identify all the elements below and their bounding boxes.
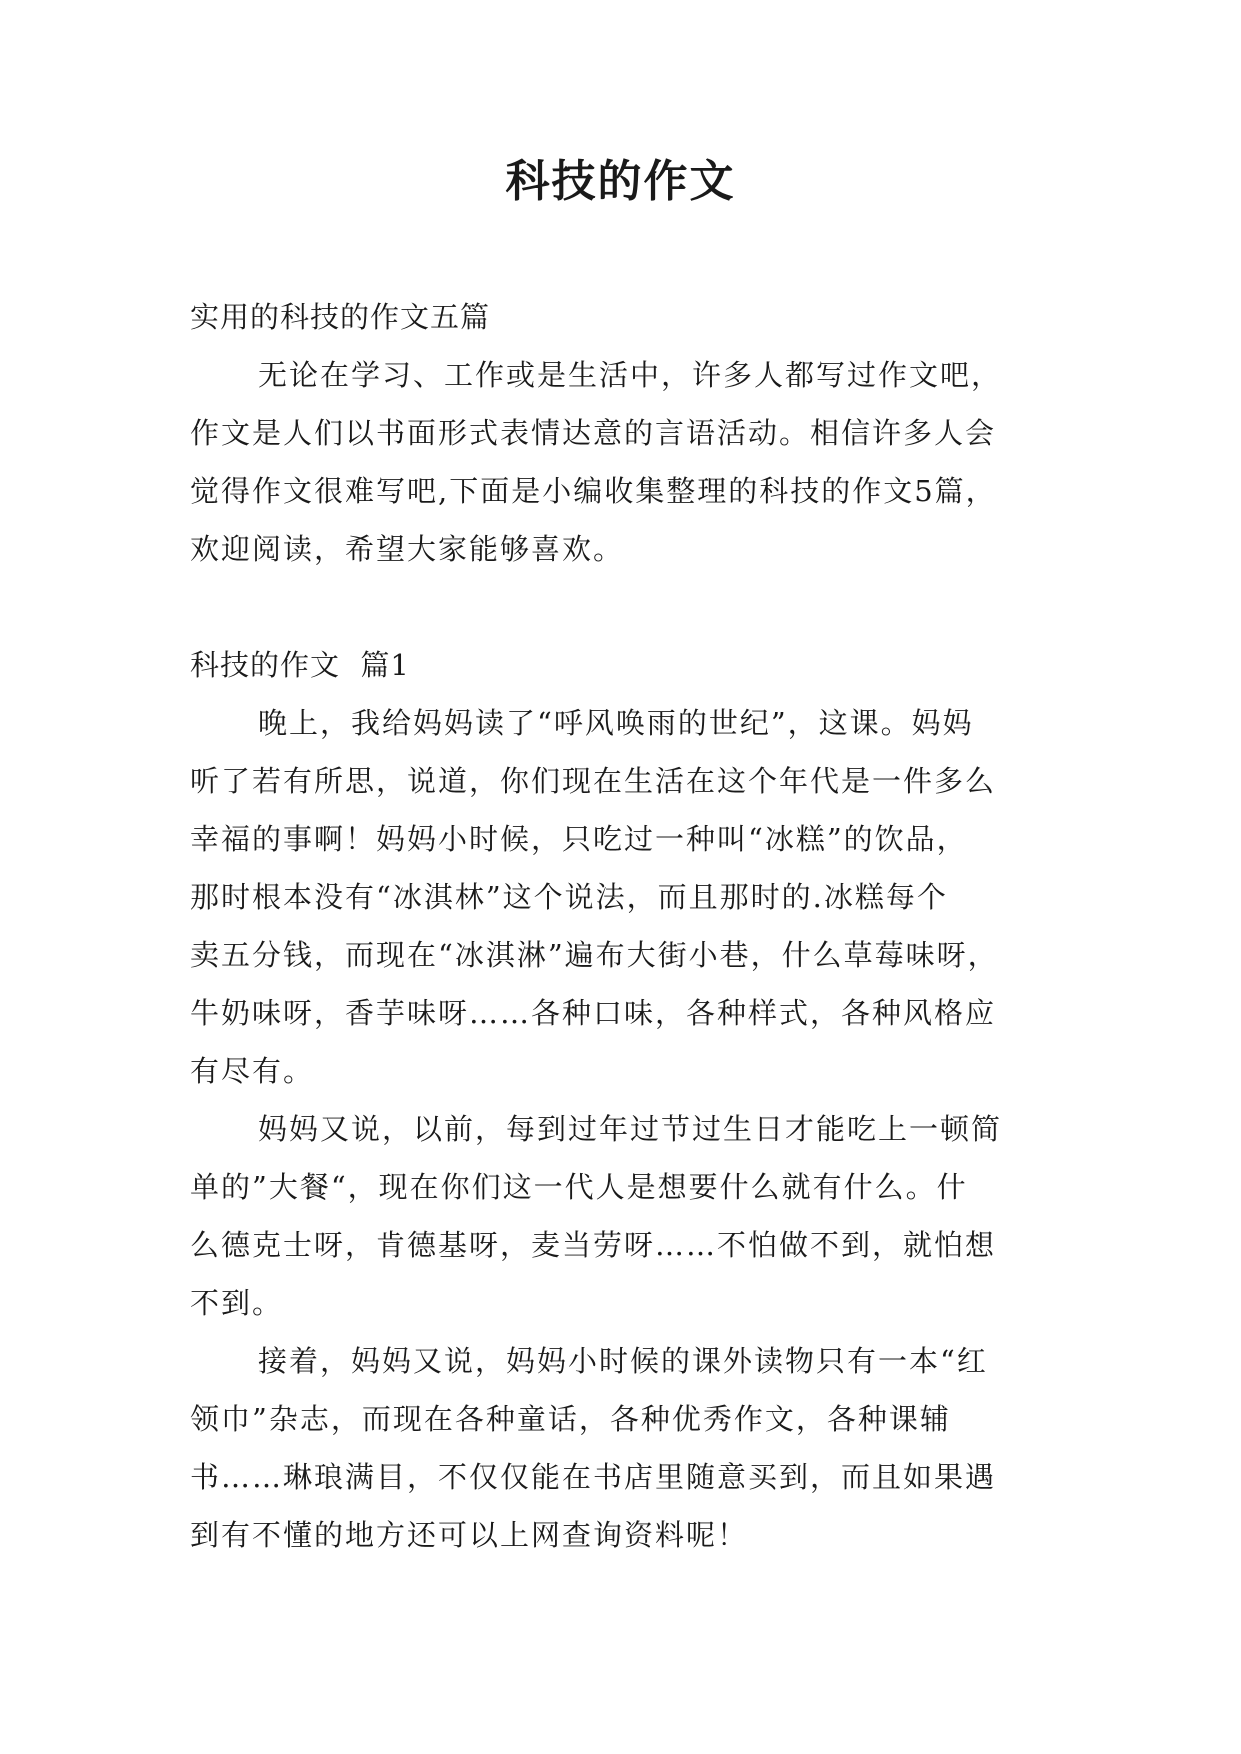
paragraph-line: 书……琳琅满目，不仅仅能在书店里随意买到，而且如果遇 xyxy=(190,1460,997,1494)
paragraph-line: 么德克士呀，肯德基呀，麦当劳呀……不怕做不到，就怕想 xyxy=(190,1228,997,1262)
document-title: 科技的作文 xyxy=(505,156,736,207)
intro-line: 作文是人们以书面形式表情达意的言语活动。相信许多人会 xyxy=(190,416,997,450)
intro-paragraph xyxy=(190,346,1070,578)
intro-line: 觉得作文很难写吧,下面是小编收集整理的科技的作文5篇， xyxy=(190,474,997,508)
section-paragraph xyxy=(190,694,1070,1100)
paragraph-line: 妈妈又说，以前，每到过年过节过生日才能吃上一顿简 xyxy=(258,1112,1003,1146)
paragraph-line: 领巾”杂志，而现在各种童话，各种优秀作文，各种课辅 xyxy=(190,1402,951,1436)
section-paragraph xyxy=(190,1332,1070,1564)
paragraph-line: 有尽有。 xyxy=(190,1054,315,1088)
document-subtitle: 实用的科技的作文五篇 xyxy=(190,300,491,334)
paragraph-line: 卖五分钱，而现在“冰淇淋”遍布大街小巷，什么草莓味呀， xyxy=(190,938,999,972)
section-heading: 科技的作文 篇1 xyxy=(190,648,410,682)
paragraph-line: 听了若有所思，说道，你们现在生活在这个年代是一件多么 xyxy=(190,764,997,798)
paragraph-line: 那时根本没有“冰淇林”这个说法，而且那时的.冰糕每个 xyxy=(190,880,948,914)
paragraph-line: 到有不懂的地方还可以上网查询资料呢！ xyxy=(190,1518,749,1552)
paragraph-line: 牛奶味呀，香芋味呀……各种口味，各种样式，各种风格应 xyxy=(190,996,997,1030)
paragraph-line: 接着，妈妈又说，妈妈小时候的课外读物只有一本“红 xyxy=(258,1344,988,1378)
intro-line: 无论在学习、工作或是生活中，许多人都写过作文吧， xyxy=(258,358,1003,392)
paragraph-line: 幸福的事啊！妈妈小时候，只吃过一种叫“冰糕”的饮品， xyxy=(190,822,968,856)
document-body xyxy=(190,288,1070,1564)
intro-line: 欢迎阅读，希望大家能够喜欢。 xyxy=(190,532,625,566)
section-paragraph xyxy=(190,1100,1070,1332)
section-spacer xyxy=(190,578,1070,636)
paragraph-line: 单的”大餐“，现在你们这一代人是想要什么就有什么。什 xyxy=(190,1170,968,1204)
paragraph-line: 不到。 xyxy=(190,1286,284,1320)
paragraph-line: 晚上，我给妈妈读了“呼风唤雨的世纪”，这课。妈妈 xyxy=(258,706,974,740)
